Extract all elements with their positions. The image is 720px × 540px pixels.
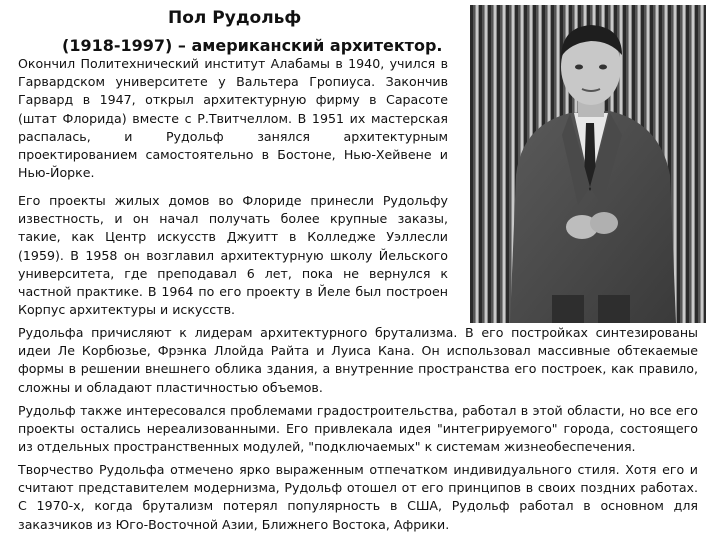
paragraph-brutalism: Рудольфа причисляют к лидерам архитектурного брутализма. В его постройках синтезированы идеи Ле Корбюзье, Фрэнка Ллойда Райта и Луиса Кана. Он использовал массивные обтекаемые формы в решении внешнего облика здания, а внутренние пространства его построек, как правило, сложны и обладают пластичностью объемов. (18, 325, 698, 395)
portrait-photo (470, 5, 706, 323)
paragraph-urbanism: Рудольф также интересовался проблемами градостроительства, работал в этой области, но все его проекты остались нереализованными. Его привлекала идея "интегрируемого" города, состоящего из отдельных пространственных модулей, "подключаемых" к системам жизнеобеспечения. (18, 403, 698, 455)
paragraph-career: Его проекты жилых домов во Флориде принесли Рудольфу известность, и он начал получать более крупные заказы, такие, как Центр искусств Джуитт в Колледже Уэллесли (1959). В 1958 он возглавил архитектурную школу Йельского университета, где преподавал 6 лет, пока не вернулся к частной практике. В 1964 по его проекту в Йеле был построен Корпус архитектуры и искусств. (18, 193, 448, 318)
page-subtitle: (1918-1997) – американский архитектор. (62, 36, 443, 55)
paragraph-education: Окончил Политехнический институт Алабамы в 1940, учился в Гарвардском университете у Вальтера Гропиуса. Закончив Гарвард в 1947, открыл архитектурную фирму в Сарасоте (штат Флорида) вместе с Р.Твитчеллом. В 1951 их мастерская распалась, и Рудольф занялся архитектурным проектированием самостоятельно в Бостоне, Нью-Хейвене и Нью-Йорке. (18, 56, 448, 181)
paragraph-style: Творчество Рудольфа отмечено ярко выраженным отпечатком индивидуального стиля. Хотя его и считают представителем модернизма, Рудольф отошел от его принципов в своих поздних работах. С 1970-х, когда брутализм потерял популярность в США, Рудольф работал в основном для заказчиков из Юго-Восточной Азии, Ближнего Востока, Африки. (18, 462, 698, 532)
page-title: Пол Рудольф (168, 8, 302, 28)
